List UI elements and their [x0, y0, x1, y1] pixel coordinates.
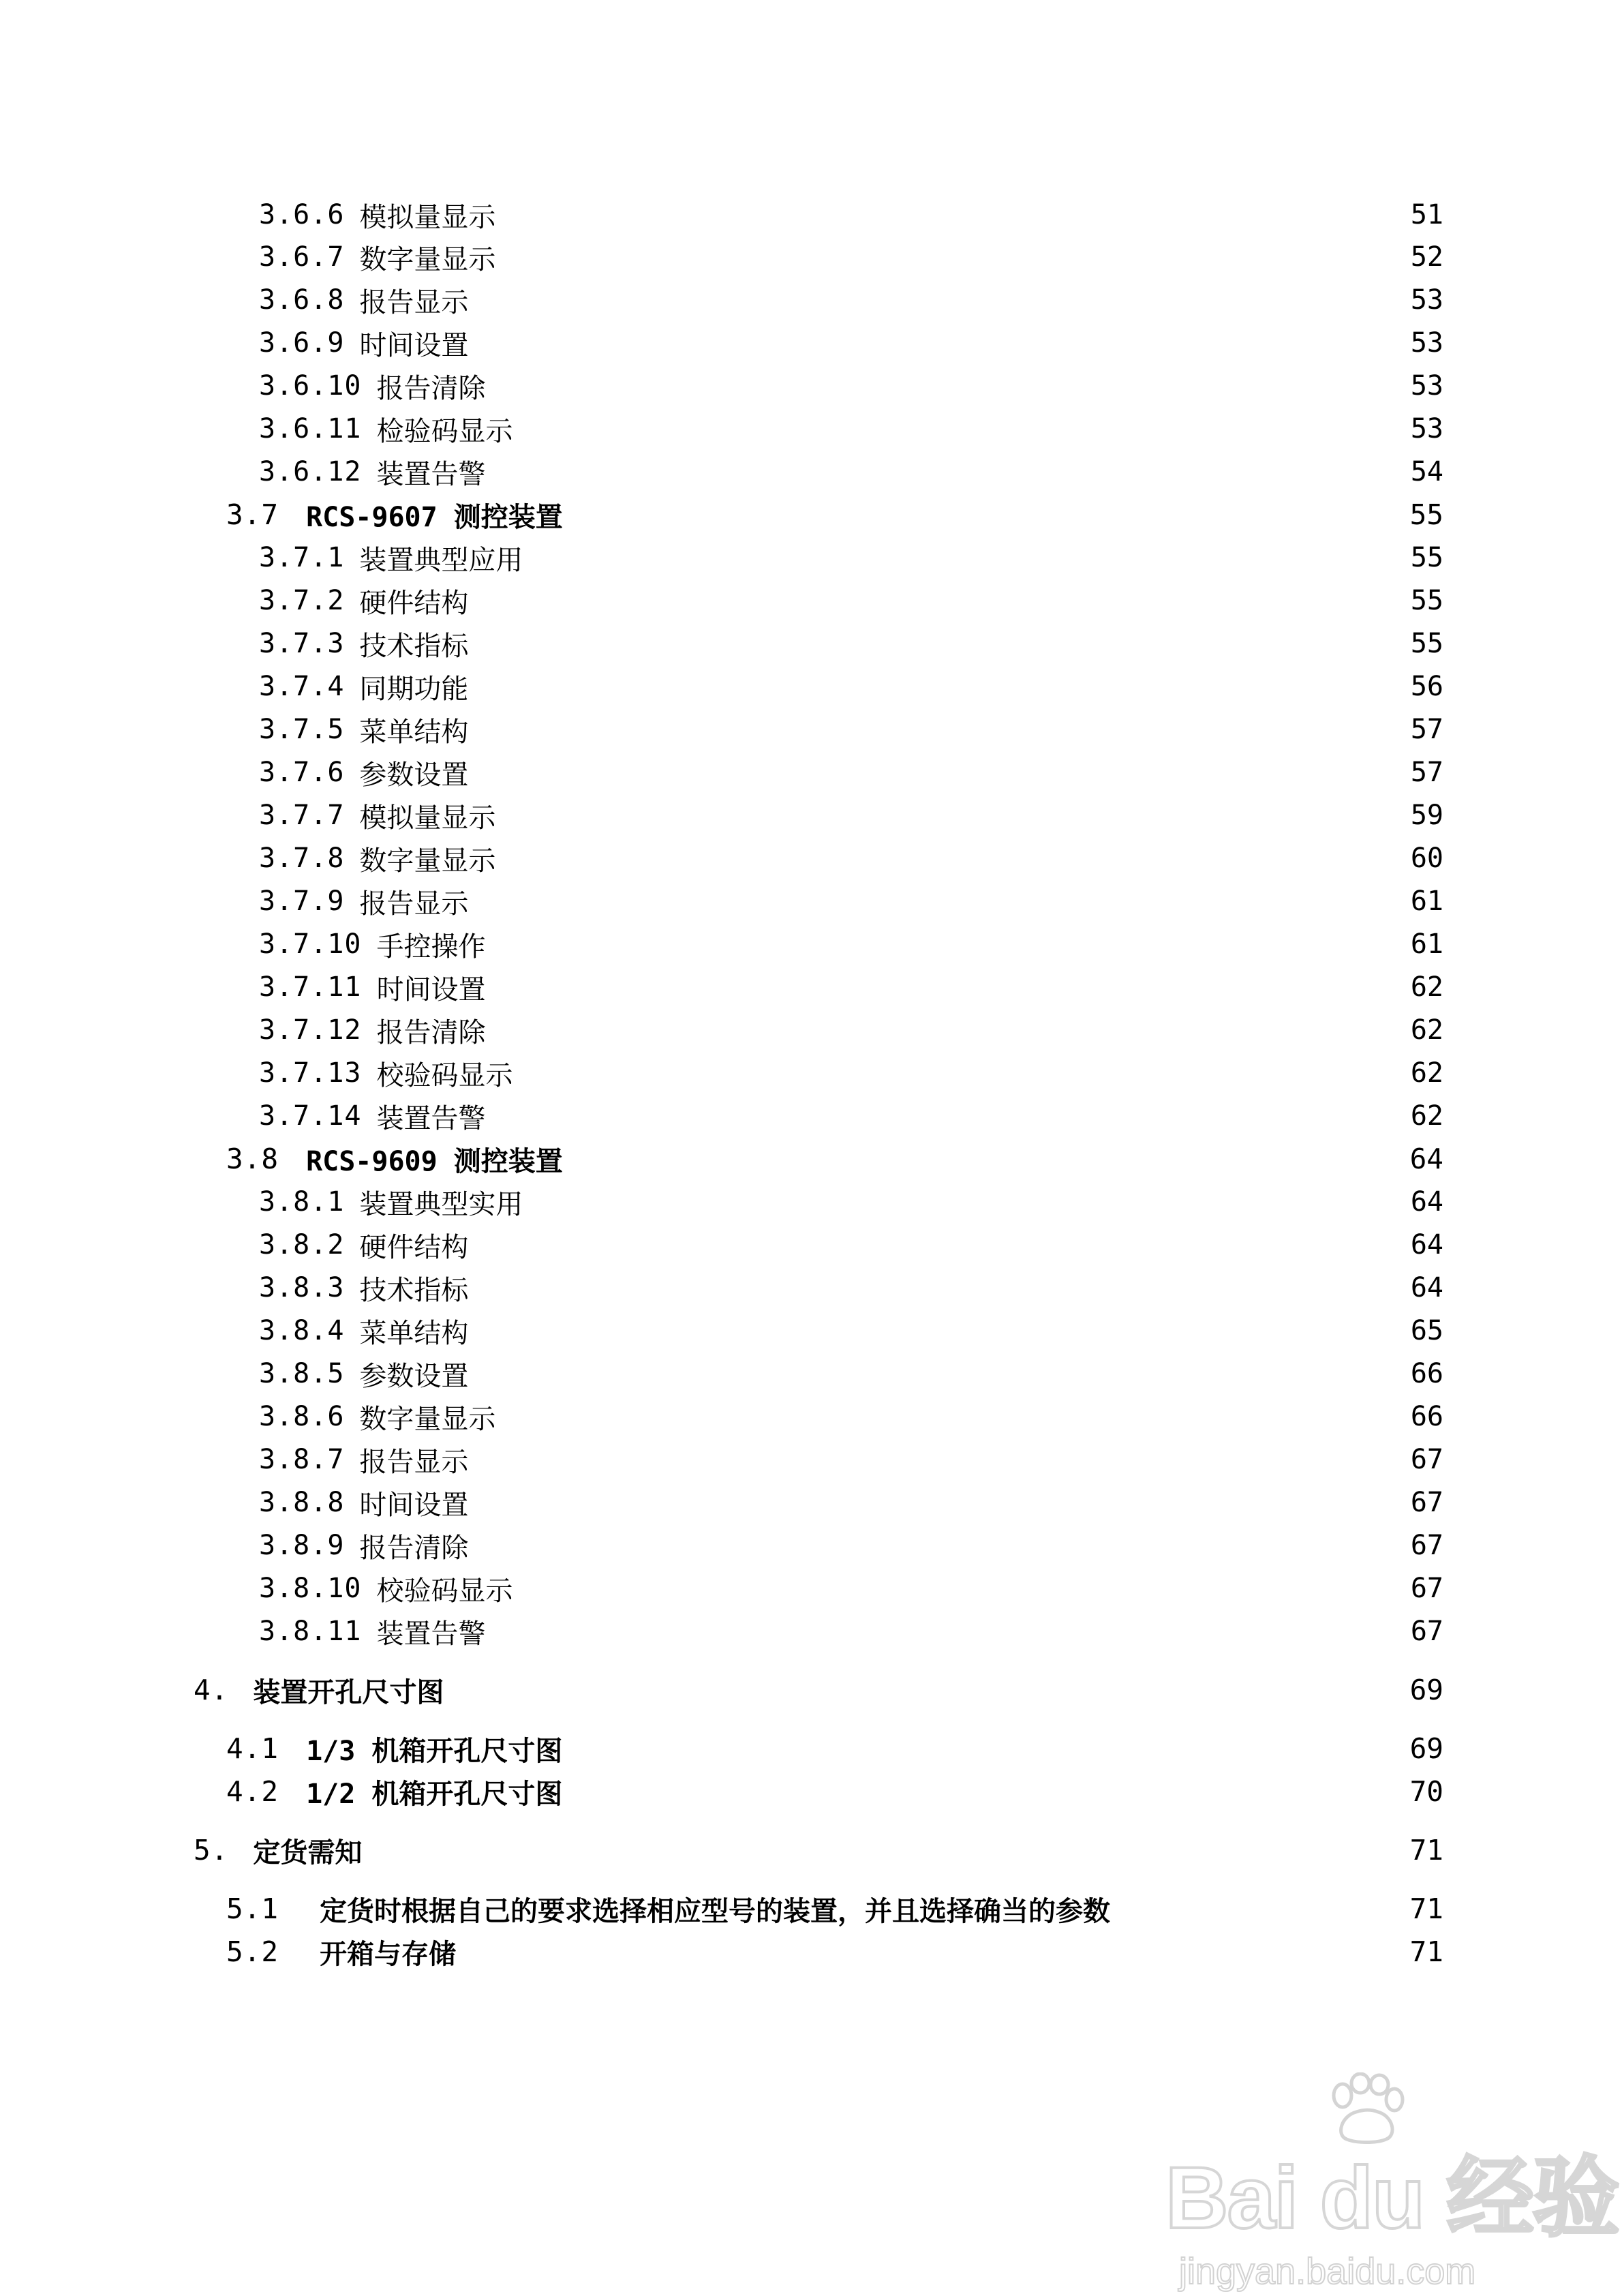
dot-leader — [493, 1610, 1391, 1652]
toc-number: 3.8.4 — [259, 1315, 345, 1346]
dot-leader — [530, 1181, 1390, 1223]
toc-title: 数字量显示 — [359, 1403, 496, 1435]
toc-row[interactable] — [0, 1052, 1622, 1094]
toc-title: 同期功能 — [359, 673, 469, 705]
toc-row[interactable] — [0, 1931, 1622, 1973]
toc-title: 定货需知 — [253, 1837, 363, 1869]
paw-icon — [1322, 2072, 1411, 2154]
toc-row[interactable] — [0, 622, 1622, 665]
toc-number: 3.7.8 — [259, 843, 345, 874]
toc-number: 3.6.10 — [259, 370, 362, 402]
toc-page-number: 62 — [1410, 1014, 1443, 1046]
toc-row[interactable] — [0, 408, 1622, 450]
toc-page-number: 65 — [1410, 1315, 1443, 1346]
toc-page-number: 67 — [1410, 1487, 1443, 1518]
dot-leader — [475, 1353, 1390, 1395]
toc-number: 3.7.12 — [259, 1014, 362, 1046]
toc-row[interactable] — [0, 194, 1622, 236]
toc-number: 3.8.7 — [259, 1444, 345, 1475]
toc-title: 装置告警 — [376, 458, 486, 490]
toc-page-number: 71 — [1409, 1892, 1443, 1925]
toc-number: 3.7.10 — [259, 928, 362, 960]
toc-row[interactable] — [0, 708, 1622, 751]
toc-title: 报告显示 — [359, 888, 469, 920]
dot-leader — [475, 1310, 1390, 1352]
toc-number: 5.1 — [226, 1892, 279, 1925]
toc-row[interactable] — [0, 880, 1622, 922]
toc-row[interactable] — [0, 365, 1622, 407]
toc-number: 3.8.6 — [259, 1401, 345, 1432]
toc-page-number: 53 — [1410, 413, 1443, 444]
toc-row[interactable] — [0, 1727, 1622, 1770]
baidu-jingyan-watermark — [1145, 2072, 1619, 2292]
dot-leader — [475, 1481, 1390, 1524]
toc-title: 开箱与存储 — [320, 1938, 457, 1970]
toc-title: 技术指标 — [359, 630, 469, 662]
toc-title: 1/3 机箱开孔尺寸图 — [306, 1735, 563, 1767]
toc-title: 报告清除 — [376, 372, 486, 404]
toc-title: 硬件结构 — [359, 1231, 469, 1263]
toc-number: 4.2 — [226, 1775, 279, 1808]
toc-number: 3.6.9 — [259, 327, 345, 359]
toc-title: 数字量显示 — [359, 845, 496, 877]
toc-page-number: 61 — [1410, 928, 1443, 960]
toc-row[interactable] — [0, 837, 1622, 879]
toc-number: 3.8.2 — [259, 1229, 345, 1260]
dot-leader — [520, 1567, 1391, 1610]
toc-page-number: 55 — [1410, 542, 1443, 573]
toc-number: 3.6.8 — [259, 284, 345, 316]
dot-leader — [502, 837, 1390, 879]
dot-leader — [475, 579, 1390, 622]
toc-title: RCS-9607 测控装置 — [306, 501, 563, 533]
toc-page-number: 71 — [1409, 1935, 1443, 1968]
toc-page-number: 71 — [1409, 1834, 1443, 1867]
toc-number: 3.6.7 — [259, 241, 345, 273]
toc-page-number: 67 — [1410, 1616, 1443, 1647]
toc-number: 3.7.3 — [259, 628, 345, 659]
dot-leader — [493, 923, 1391, 965]
toc-row[interactable] — [0, 1395, 1622, 1438]
toc-title: 时间设置 — [376, 973, 486, 1006]
toc-number: 3.8.11 — [259, 1616, 362, 1647]
toc-title: 校验码显示 — [376, 1059, 513, 1091]
toc-page-number: 55 — [1410, 628, 1443, 659]
toc-row[interactable] — [0, 1567, 1622, 1610]
toc-page-number: 70 — [1409, 1775, 1443, 1808]
toc-title: 报告清除 — [359, 1532, 469, 1564]
toc-title: 硬件结构 — [359, 587, 469, 619]
toc-title: 时间设置 — [359, 329, 469, 361]
toc-row[interactable] — [0, 1353, 1622, 1395]
toc-page-number: 57 — [1410, 757, 1443, 788]
toc-page-number: 66 — [1410, 1401, 1443, 1432]
toc-number: 3.7.11 — [259, 971, 362, 1003]
dot-leader — [520, 408, 1391, 450]
toc-row[interactable] — [0, 966, 1622, 1008]
dot-leader — [369, 1829, 1390, 1871]
toc-number: 3.8.9 — [259, 1530, 345, 1561]
toc-number: 3.7.5 — [259, 714, 345, 745]
toc-row[interactable] — [0, 451, 1622, 493]
dot-leader — [450, 1669, 1390, 1711]
toc-title: 校验码显示 — [376, 1575, 513, 1607]
toc-number: 5.2 — [226, 1935, 279, 1968]
toc-title: 时间设置 — [359, 1489, 469, 1521]
toc-page-number: 54 — [1410, 456, 1443, 487]
toc-page-number: 64 — [1410, 1229, 1443, 1260]
toc-page-number: 67 — [1410, 1530, 1443, 1561]
toc-title: 装置典型应用 — [359, 544, 523, 576]
toc-number: 4.1 — [226, 1732, 279, 1765]
dot-leader — [569, 1727, 1390, 1770]
dot-leader — [520, 1052, 1391, 1094]
toc-page-number: 67 — [1410, 1444, 1443, 1475]
dot-leader — [475, 1524, 1390, 1567]
toc-number: 3.8.10 — [259, 1573, 362, 1604]
toc-number: 3.8 — [226, 1143, 279, 1175]
toc-title: 装置开孔尺寸图 — [253, 1676, 444, 1708]
toc-page-number: 55 — [1409, 498, 1443, 531]
toc-title: 参数设置 — [359, 1360, 469, 1392]
toc-page-number: 67 — [1410, 1573, 1443, 1604]
toc-title: 报告显示 — [359, 1446, 469, 1478]
toc-page-number: 53 — [1410, 284, 1443, 316]
dot-leader — [502, 194, 1390, 236]
toc-number: 3.8.3 — [259, 1272, 345, 1303]
dot-leader — [569, 1770, 1390, 1813]
toc-page-number: 66 — [1410, 1358, 1443, 1389]
dot-leader — [475, 322, 1390, 364]
dot-leader — [493, 451, 1391, 493]
toc-number: 3.7.2 — [259, 585, 345, 616]
toc-row[interactable] — [0, 794, 1622, 836]
toc-row[interactable] — [0, 1138, 1622, 1180]
toc-page-number: 55 — [1410, 585, 1443, 616]
toc-page-number: 69 — [1409, 1732, 1443, 1765]
toc-row[interactable] — [0, 1610, 1622, 1652]
dot-leader — [493, 1095, 1391, 1137]
toc-page-number: 51 — [1410, 199, 1443, 230]
toc-row[interactable] — [0, 1481, 1622, 1524]
toc-number: 3.7.1 — [259, 542, 345, 573]
dot-leader — [570, 494, 1390, 536]
toc-page-number: 60 — [1410, 843, 1443, 874]
watermark-url: jingyan.baidu.com — [1179, 2251, 1476, 2292]
toc-row[interactable] — [0, 1224, 1622, 1266]
toc-page-number: 64 — [1409, 1143, 1443, 1175]
toc-row[interactable] — [0, 1829, 1622, 1871]
toc-page-number: 64 — [1410, 1272, 1443, 1303]
dot-leader — [493, 966, 1391, 1008]
toc-row[interactable] — [0, 579, 1622, 622]
toc-title: 手控操作 — [376, 931, 486, 963]
toc-row[interactable] — [0, 279, 1622, 321]
toc-title: 装置告警 — [376, 1102, 486, 1134]
dot-leader — [475, 880, 1390, 922]
toc-page-number: 62 — [1410, 971, 1443, 1003]
toc-page-number: 53 — [1410, 327, 1443, 359]
toc-title: 装置告警 — [376, 1618, 486, 1650]
toc-row[interactable] — [0, 322, 1622, 364]
dot-leader — [475, 665, 1390, 708]
toc-number: 3.7.9 — [259, 886, 345, 917]
toc-row[interactable] — [0, 1267, 1622, 1309]
toc-number: 4. — [194, 1674, 229, 1706]
toc-number: 3.8.5 — [259, 1358, 345, 1389]
toc-row[interactable] — [0, 1095, 1622, 1137]
toc-title: 数字量显示 — [359, 243, 496, 275]
toc-row[interactable] — [0, 1438, 1622, 1481]
toc-page-number: 56 — [1410, 671, 1443, 702]
toc-title: RCS-9609 测控装置 — [306, 1145, 563, 1177]
toc-page-number: 59 — [1410, 800, 1443, 831]
toc-row[interactable] — [0, 923, 1622, 965]
toc-title: 报告显示 — [359, 286, 469, 318]
toc-number: 3.7.4 — [259, 671, 345, 702]
dot-leader — [475, 622, 1390, 665]
toc-page-number: 61 — [1410, 886, 1443, 917]
toc-row[interactable] — [0, 1888, 1622, 1930]
toc-row[interactable] — [0, 751, 1622, 794]
toc-row[interactable] — [0, 537, 1622, 579]
dot-leader — [475, 1438, 1390, 1481]
toc-title: 装置典型实用 — [359, 1188, 523, 1220]
toc-title: 定货时根据自己的要求选择相应型号的装置，并且选择确当的参数 — [320, 1895, 1111, 1927]
toc-page-number: 53 — [1410, 370, 1443, 402]
toc-title: 1/2 机箱开孔尺寸图 — [306, 1778, 563, 1810]
toc-number: 5. — [194, 1834, 229, 1867]
toc-title: 技术指标 — [359, 1274, 469, 1306]
toc-row[interactable] — [0, 494, 1622, 536]
toc-row[interactable] — [0, 1009, 1622, 1051]
dot-leader — [493, 1009, 1391, 1051]
toc-row[interactable] — [0, 1669, 1622, 1711]
toc-number: 3.7 — [226, 498, 279, 531]
toc-title: 报告清除 — [376, 1016, 486, 1048]
toc-number: 3.6.12 — [259, 456, 362, 487]
toc-number: 3.6.6 — [259, 199, 345, 230]
toc-page-number: 64 — [1410, 1186, 1443, 1218]
toc-page-number: 62 — [1410, 1057, 1443, 1089]
watermark-brand: Bai du 经验 — [1165, 2149, 1619, 2247]
toc-row[interactable] — [0, 1524, 1622, 1567]
toc-number: 3.8.8 — [259, 1487, 345, 1518]
toc-row[interactable] — [0, 1310, 1622, 1352]
dot-leader — [502, 1395, 1390, 1438]
toc-row[interactable] — [0, 1181, 1622, 1223]
dot-leader — [570, 1138, 1390, 1180]
toc-title: 检验码显示 — [376, 415, 513, 447]
dot-leader — [475, 751, 1390, 794]
dot-leader — [463, 1931, 1390, 1973]
dot-leader — [475, 1224, 1390, 1266]
dot-leader — [475, 279, 1390, 321]
toc-page-number: 57 — [1410, 714, 1443, 745]
dot-leader — [530, 537, 1390, 579]
toc-row[interactable] — [0, 236, 1622, 278]
toc-number: 3.7.14 — [259, 1100, 362, 1132]
toc-page-number: 52 — [1410, 241, 1443, 273]
toc-row[interactable] — [0, 665, 1622, 708]
dot-leader — [493, 365, 1391, 407]
dot-leader — [1117, 1888, 1390, 1930]
toc-number: 3.7.6 — [259, 757, 345, 788]
toc-number: 3.6.11 — [259, 413, 362, 444]
toc-number: 3.7.13 — [259, 1057, 362, 1089]
toc-title: 菜单结构 — [359, 1317, 469, 1349]
toc-row[interactable] — [0, 1770, 1622, 1813]
toc-title: 参数设置 — [359, 759, 469, 791]
toc-page-number: 62 — [1410, 1100, 1443, 1132]
dot-leader — [475, 708, 1390, 751]
toc-page-number: 69 — [1409, 1674, 1443, 1706]
dot-leader — [502, 236, 1390, 278]
dot-leader — [502, 794, 1390, 836]
toc-title: 模拟量显示 — [359, 201, 496, 233]
toc-number: 3.7.7 — [259, 800, 345, 831]
toc-number: 3.8.1 — [259, 1186, 345, 1218]
toc-title: 模拟量显示 — [359, 802, 496, 834]
toc-title: 菜单结构 — [359, 716, 469, 748]
dot-leader — [475, 1267, 1390, 1309]
